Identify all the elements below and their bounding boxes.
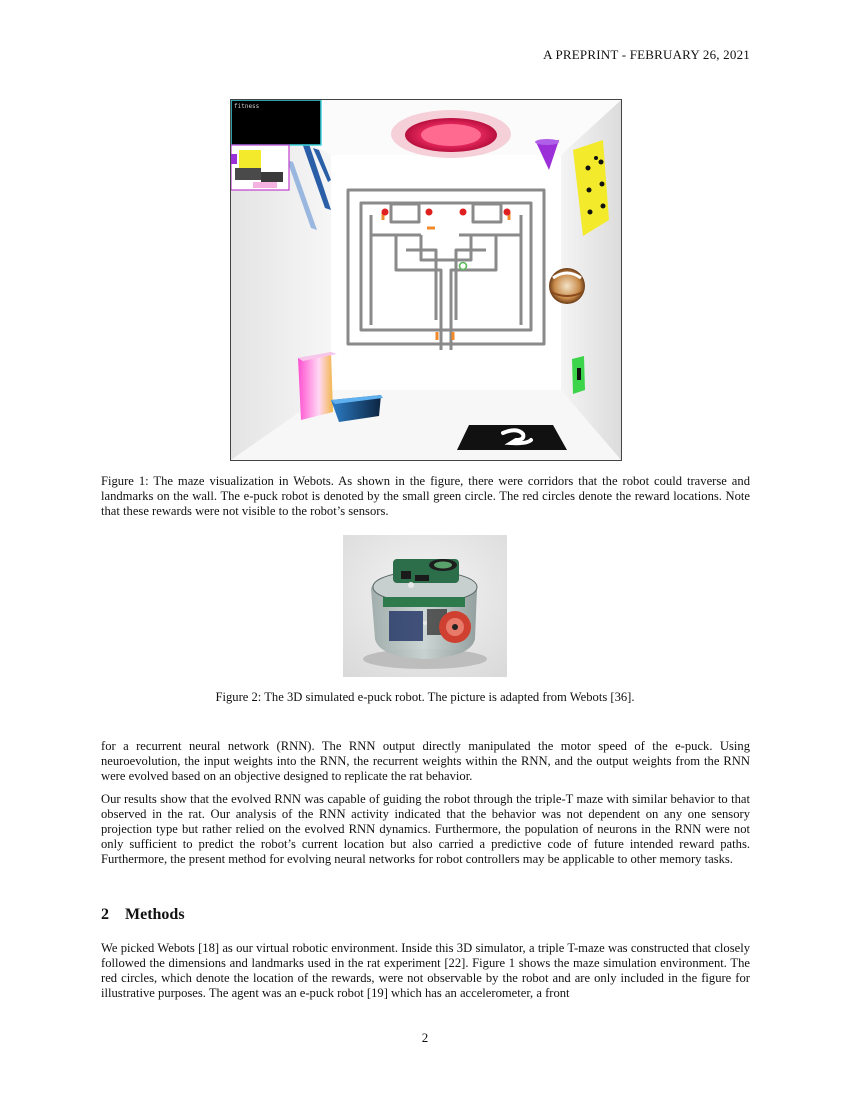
section-heading — [101, 906, 185, 924]
reward-marker — [504, 209, 511, 216]
section-title: Methods — [125, 906, 185, 923]
reward-marker — [382, 209, 389, 216]
paragraph: for a recurrent neural network (RNN). The RNN output directly manipulated the motor speed of the e-puck. Using neuroevolution, the input weights into the RNN, the recurrent weights within the RNN, and the output weights from the RNN were evolved based on an objective designed to replicate the rat behavior. — [101, 739, 750, 783]
reward-marker — [426, 209, 433, 216]
epuck-robot-render — [343, 535, 507, 677]
reward-marker — [460, 209, 467, 216]
epuck-robot-marker — [460, 263, 467, 270]
figure-1-maze-image — [230, 99, 622, 461]
figure-2-epuck-image — [343, 535, 507, 677]
figure-1-caption: Figure 1: The maze visualization in Webots. As shown in the figure, there were corridors that the robot could traverse and landmarks on the wall. The e-puck robot is denoted by the small green circle. The red circles denote the reward locations. Note that these rewards were not visible to the robot’s sensors. — [101, 474, 750, 518]
figure-2-caption: Figure 2: The 3D simulated e-puck robot. The picture is adapted from Webots [36]. — [215, 690, 635, 704]
pink-block-landmark — [298, 352, 333, 420]
running-header: A PREPRINT - FEBRUARY 26, 2021 — [543, 47, 750, 62]
section-number: 2 — [101, 906, 109, 923]
paragraph: Our results show that the evolved RNN was capable of guiding the robot through the triple-T maze with similar behavior to that observed in the rat. Our analysis of the RNN activity indicated that the behavior was not dependent on any one sensory projection type but rather relied on the evolved RNN dynamics. Furthermore, the population of neurons in the RNN were not only sufficient to predict the robot’s current location but also carried a predictive code of future intended reward paths. Furthermore, the present method for evolving neural networks for robot controllers may be applicable to other memory tasks. — [101, 792, 750, 866]
paragraph: We picked Webots [18] as our virtual robotic environment. Inside this 3D simulator, a triple T-maze was constructed that closely followed the dimensions and landmarks used in the rat experiment [22]. Figure 1 shows the maze simulation environment. The red circles, which denote the location of the rewards, were not observable by the robot and are only included in the figure for illustrative purposes. The agent was an e-puck robot [19] which has an accelerometer, a front — [101, 941, 750, 1000]
maze-scene — [231, 100, 621, 460]
page-number: 2 — [421, 1030, 429, 1045]
fitness-overlay-label: fitness — [234, 103, 260, 110]
